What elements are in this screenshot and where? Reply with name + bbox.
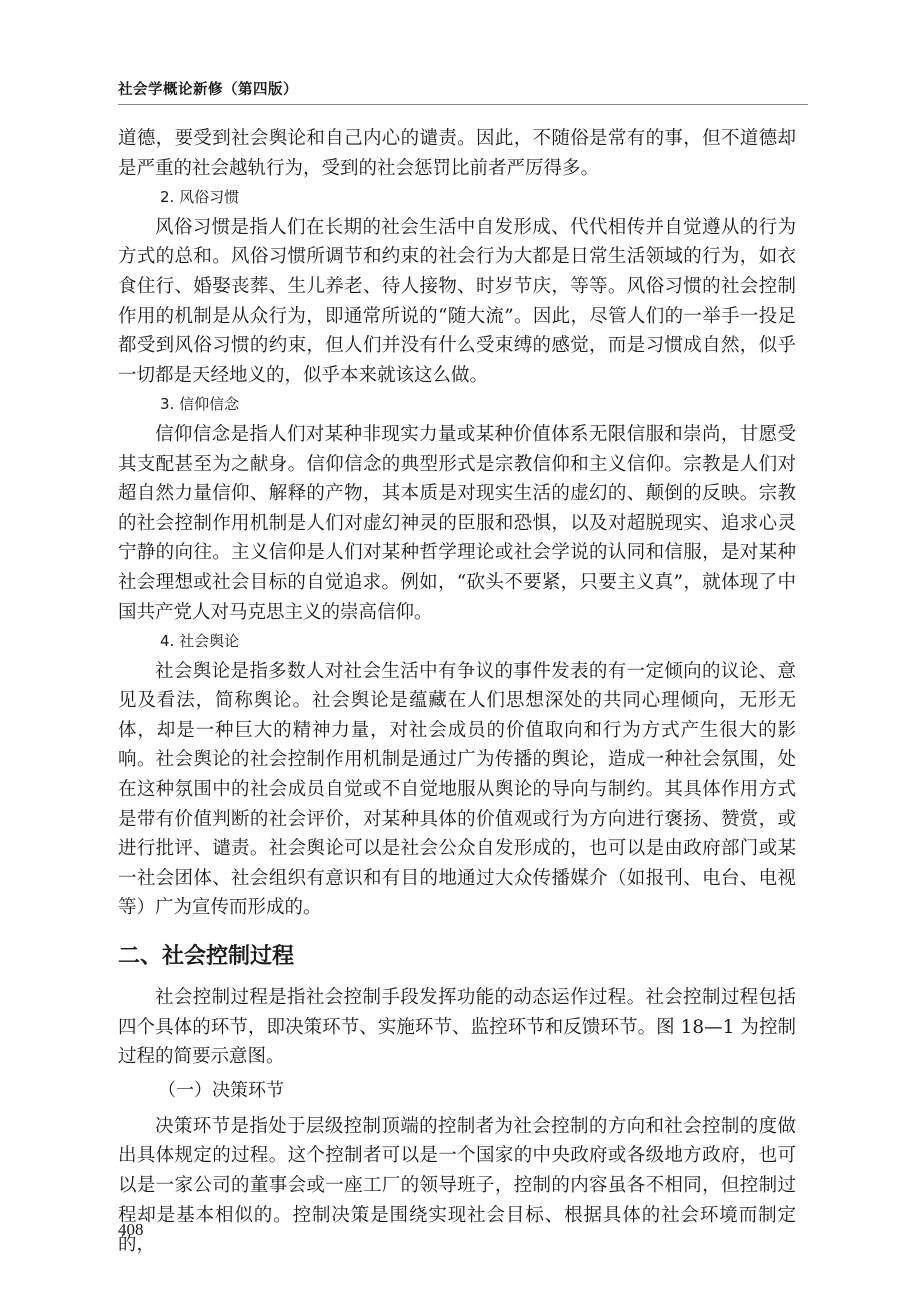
- paragraph-customs: 风俗习惯是指人们在长期的社会生活中自发形成、代代相传并自觉遵从的行为方式的总和。风俗习惯所调节和约束的社会行为大都是日常生活领域的行为，如衣食住行、婚娶丧葬、生儿养老、待人接物、时岁节庆，等等。风俗习惯的社会控制作用的机制是从众行为，即通常所说的“随大流”。因此，尽管人们的一举手一投足都受到风俗习惯的约束，但人们并没有什么受束缚的感觉，而是习惯成自然，似乎一切都是天经地义的，似乎本来就该这么做。: [118, 216, 796, 386]
- paragraph-decision: 决策环节是指处于层级控制顶端的控制者为社会控制的方向和社会控制的度做出具体规定的过程。这个控制者可以是一个国家的中央政府或各级地方政府，也可以是一家公司的董事会或一座工厂的领导班子，控制的内容虽各不相同，但控制过程却是基本相似的。控制决策是围绕实现社会目标、根据具体的社会环境而制定的，: [118, 1115, 796, 1256]
- paragraph-control-process: 社会控制过程是指社会控制手段发挥功能的动态运作过程。社会控制过程包括四个具体的环节，即决策环节、实施环节、监控环节和反馈环节。图 18—1 为控制过程的简要示意图。: [118, 987, 796, 1068]
- paragraph-public-opinion: 社会舆论是指多数人对社会生活中有争议的事件发表的有一定倾向的议论、意见及看法，简称舆论。社会舆论是蕴藏在人们思想深处的共同心理倾向，无形无体，却是一种巨大的精神力量，对社会成员的价值取向和行为方式产生很大的影响。社会舆论的社会控制作用机制是通过广为传播的舆论，造成一种社会氛围，处在这种氛围中的社会成员自觉或不自觉地服从舆论的导向与制约。其具体作用方式是带有价值判断的社会评价，对某种具体的价值观或行为方向进行褒扬、赞赏，或进行批评、谴责。社会舆论可以是社会公众自发形成的，也可以是由政府部门或某一社会团体、社会组织有意识和有目的地通过大众传播媒介（如报刊、电台、电视等）广为宣传而形成的。: [118, 660, 796, 919]
- header-rule: [118, 104, 808, 105]
- paragraph-continued: 道德，要受到社会舆论和自己内心的谴责。因此，不随俗是常有的事，但不道德却是严重的社会越轨行为，受到的社会惩罚比前者严厉得多。: [118, 128, 796, 179]
- body-text: [118, 124, 796, 1260]
- heading-public-opinion: 4. 社会舆论: [160, 632, 240, 651]
- page-number: 408: [118, 1220, 144, 1239]
- heading-customs: 2. 风俗习惯: [160, 188, 240, 207]
- section-title: 二、社会控制过程: [118, 944, 295, 970]
- running-head: 社会学概论新修（第四版）: [118, 82, 298, 98]
- heading-beliefs: 3. 信仰信念: [160, 395, 240, 414]
- paragraph-beliefs: 信仰信念是指人们对某种非现实力量或某种价值体系无限信服和崇尚，甘愿受其支配甚至为之献身。信仰信念的典型形式是宗教信仰和主义信仰。宗教是人们对超自然力量信仰、解释的产物，其本质是对现实生活的虚幻的、颠倒的反映。宗教的社会控制作用机制是人们对虚幻神灵的臣服和恐惧，以及对超脱现实、追求心灵宁静的向往。主义信仰是人们对某种哲学理论或社会学说的认同和信服，是对某种社会理想或社会目标的自觉追求。例如，“砍头不要紧，只要主义真”，就体现了中国共产党人对马克思主义的崇高信仰。: [118, 423, 796, 623]
- subsection-title: （一）决策环节: [158, 1079, 284, 1101]
